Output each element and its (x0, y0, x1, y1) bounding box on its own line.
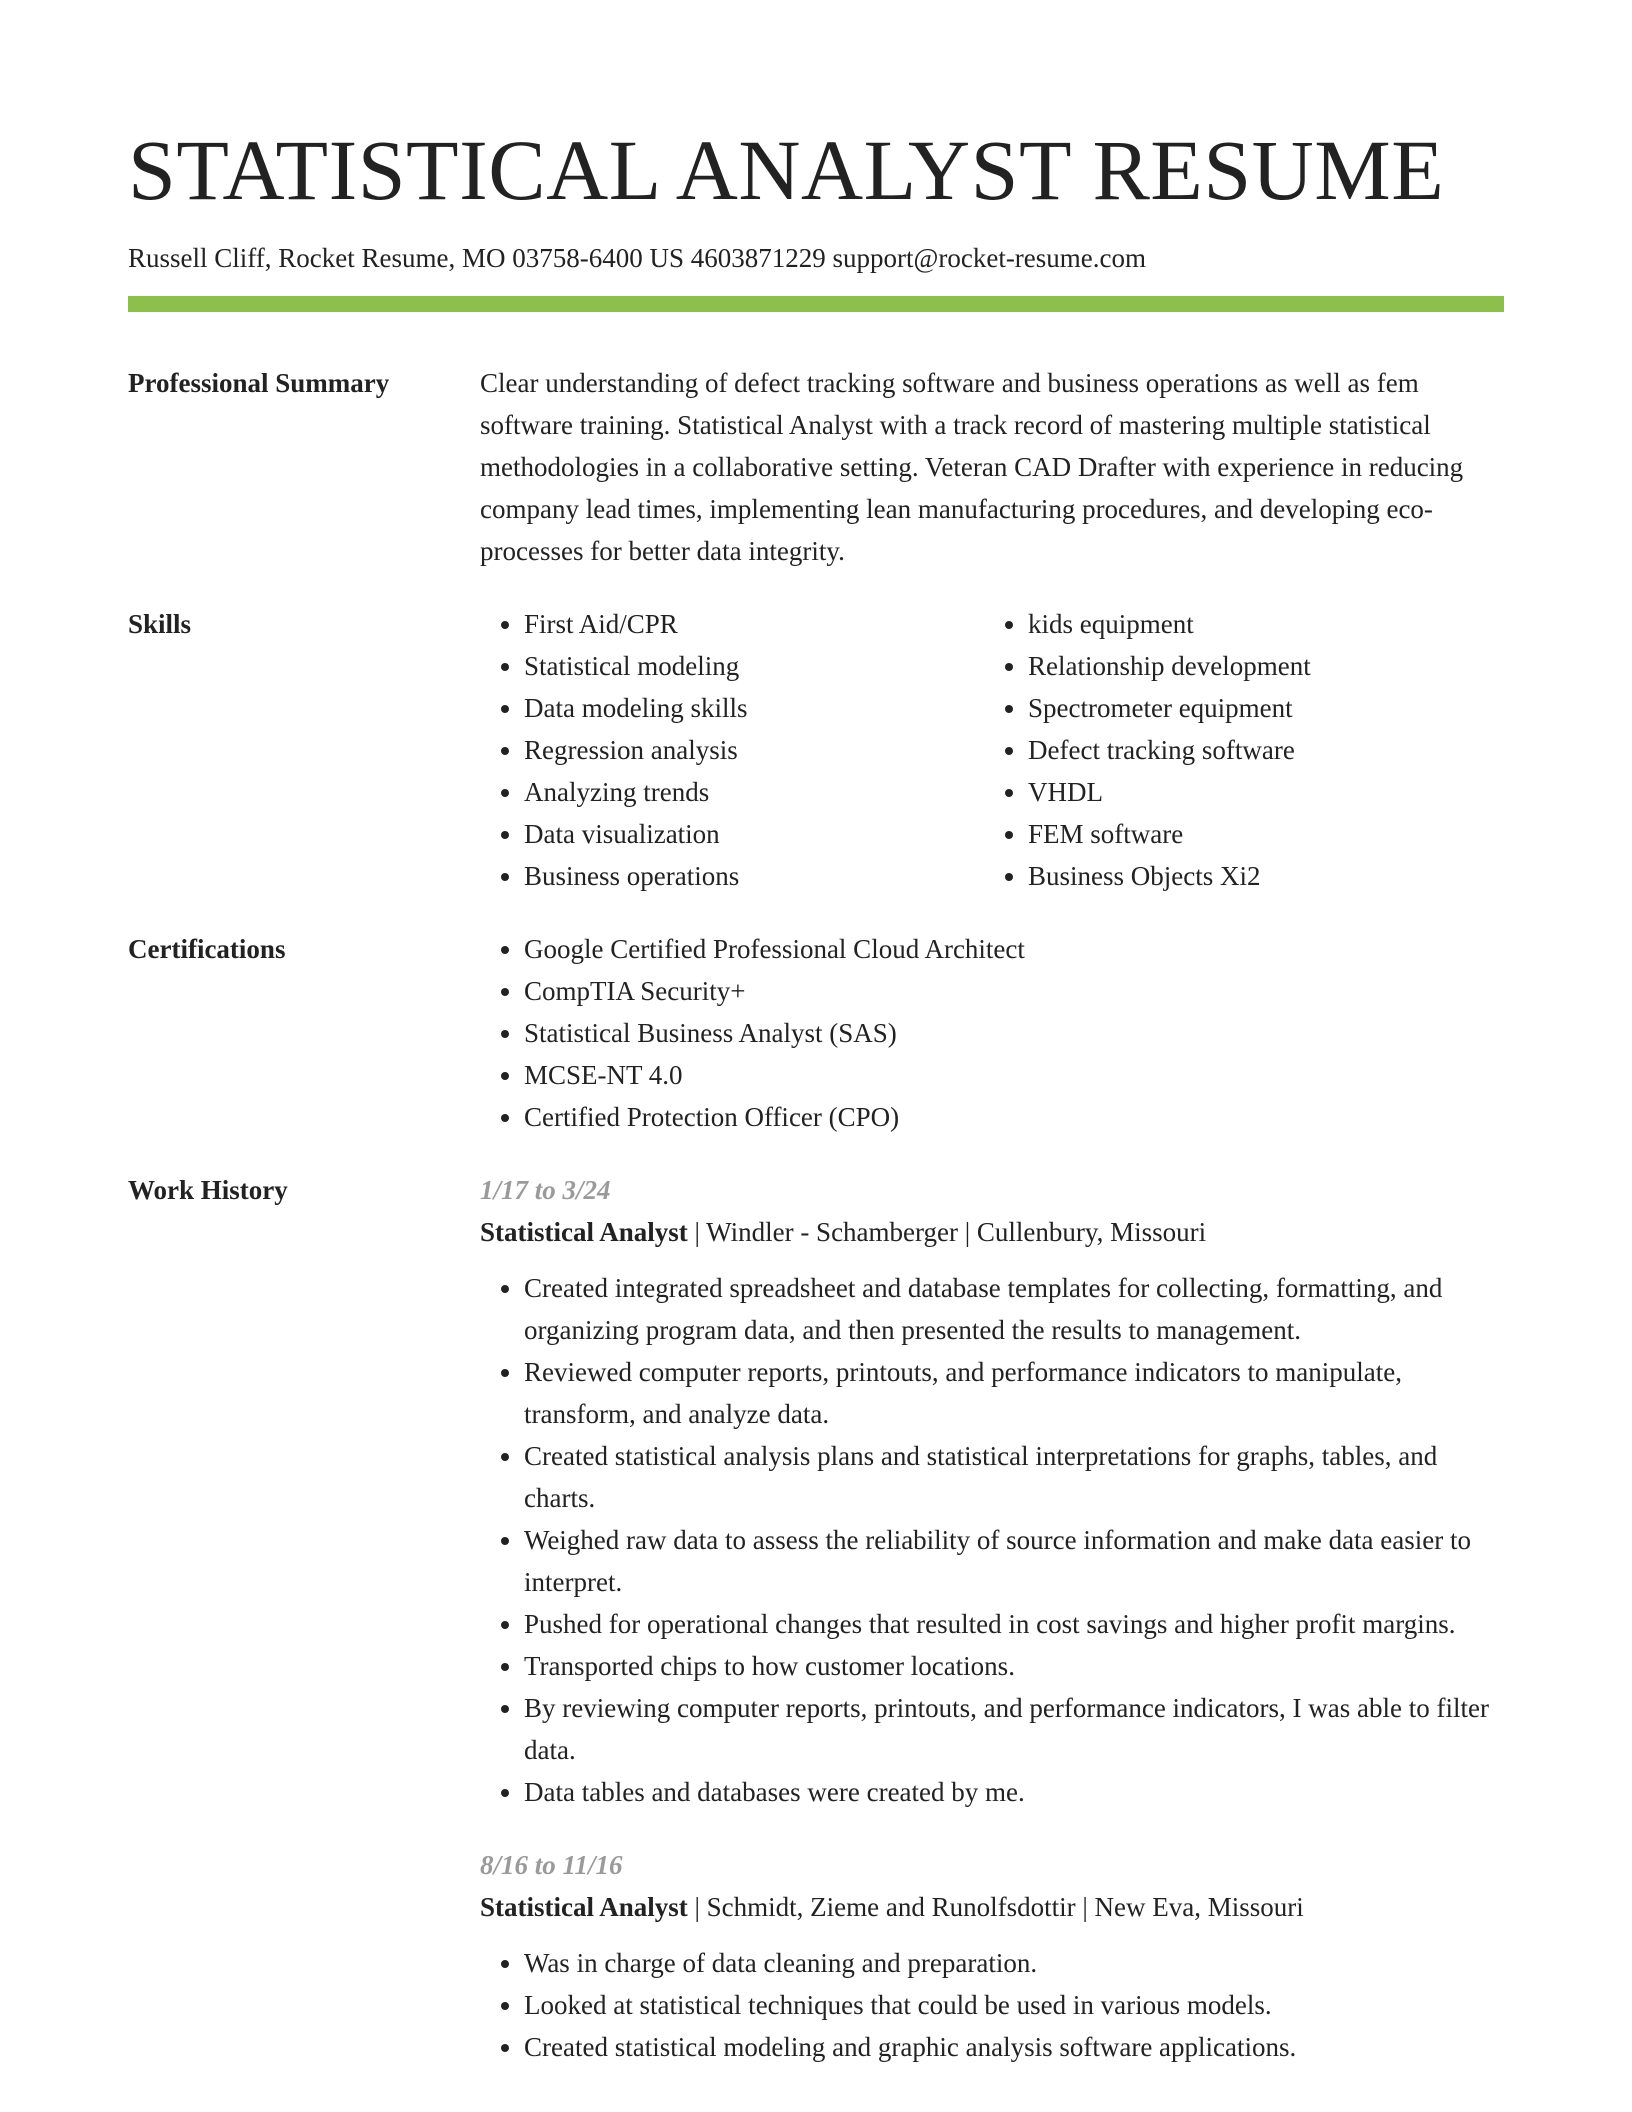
skill-item: • Data visualization (524, 813, 984, 855)
skill-item: • Data modeling skills (524, 687, 984, 729)
job-employer-location: | Windler - Schamberger | Cullenbury, Missouri (687, 1217, 1207, 1247)
job-entry (480, 1169, 1504, 1813)
work-history-label: Work History (128, 1175, 288, 1205)
skill-item: • First Aid/CPR (524, 603, 984, 645)
summary-label: Professional Summary (128, 368, 390, 398)
job-dates: 8/16 to 11/16 (480, 1850, 623, 1880)
header-divider (128, 296, 1504, 312)
certification-item: • Certified Protection Officer (CPO) (524, 1096, 1504, 1138)
job-duty: • Looked at statistical techniques that could be used in various models. (524, 1984, 1504, 2026)
skills-list-right (984, 603, 1488, 897)
skill-item: • Business Objects Xi2 (1028, 855, 1488, 897)
job-heading (480, 1211, 1504, 1253)
skill-item: • VHDL (1028, 771, 1488, 813)
skill-item: • kids equipment (1028, 603, 1488, 645)
job-duty: • Created statistical analysis plans and statistical interpretations for graphs, tables, and charts. (524, 1435, 1504, 1519)
skills-section (128, 603, 1504, 897)
skill-item: • Business operations (524, 855, 984, 897)
skills-list-left (480, 603, 984, 897)
skill-item: • Statistical modeling (524, 645, 984, 687)
job-heading (480, 1886, 1504, 1928)
job-title: Statistical Analyst (480, 1217, 688, 1247)
resume-page (128, 0, 1504, 2068)
summary-text: Clear understanding of defect tracking software and business operations as well as fem software training. Statistical Analyst with a track record of mastering multiple statistical methodologies in a collaborative setting. Veteran CAD Drafter with experience in reducing company lead times, implementing lean manufacturing procedures, and developing eco-processes for better data integrity. (480, 368, 1464, 566)
certification-item: • Statistical Business Analyst (SAS) (524, 1012, 1504, 1054)
skill-item: • FEM software (1028, 813, 1488, 855)
skill-item: • Spectrometer equipment (1028, 687, 1488, 729)
job-employer-location: | Schmidt, Zieme and Runolfsdottir | New Eva, Missouri (687, 1892, 1304, 1922)
job-duties-list (480, 1942, 1504, 2068)
certifications-section (128, 928, 1504, 1138)
job-duty: • Reviewed computer reports, printouts, and performance indicators to manipulate, transform, and analyze data. (524, 1351, 1504, 1435)
contact-line: Russell Cliff, Rocket Resume, MO 03758-6400 US 4603871229 support@rocket-resume.com (128, 243, 1147, 273)
resume-title: STATISTICAL ANALYST RESUME (128, 122, 1445, 218)
job-duties-list (480, 1267, 1504, 1813)
job-duty: • Pushed for operational changes that resulted in cost savings and higher profit margins. (524, 1603, 1504, 1645)
job-duty: • Transported chips to how customer locations. (524, 1645, 1504, 1687)
skills-label: Skills (128, 609, 192, 639)
certification-item: • Google Certified Professional Cloud Architect (524, 928, 1504, 970)
job-title: Statistical Analyst (480, 1892, 688, 1922)
job-entry (480, 1844, 1504, 2068)
certification-item: • CompTIA Security+ (524, 970, 1504, 1012)
job-dates: 1/17 to 3/24 (480, 1175, 611, 1205)
job-duty: • Created statistical modeling and graphic analysis software applications. (524, 2026, 1504, 2068)
skill-item: • Regression analysis (524, 729, 984, 771)
skill-item: • Relationship development (1028, 645, 1488, 687)
job-duty: • Was in charge of data cleaning and preparation. (524, 1942, 1504, 1984)
skill-item: • Defect tracking software (1028, 729, 1488, 771)
work-history-section (128, 1169, 1504, 2068)
job-duty: • Data tables and databases were created by me. (524, 1771, 1504, 1813)
job-duty: • Created integrated spreadsheet and database templates for collecting, formatting, and organizing program data, and then presented the results to management. (524, 1267, 1504, 1351)
certification-item: • MCSE-NT 4.0 (524, 1054, 1504, 1096)
job-duty: • By reviewing computer reports, printouts, and performance indicators, I was able to filter data. (524, 1687, 1504, 1771)
summary-section (128, 362, 1504, 572)
job-duty: • Weighed raw data to assess the reliability of source information and make data easier to interpret. (524, 1519, 1504, 1603)
skill-item: • Analyzing trends (524, 771, 984, 813)
certifications-label: Certifications (128, 934, 286, 964)
certifications-list (480, 928, 1504, 1138)
